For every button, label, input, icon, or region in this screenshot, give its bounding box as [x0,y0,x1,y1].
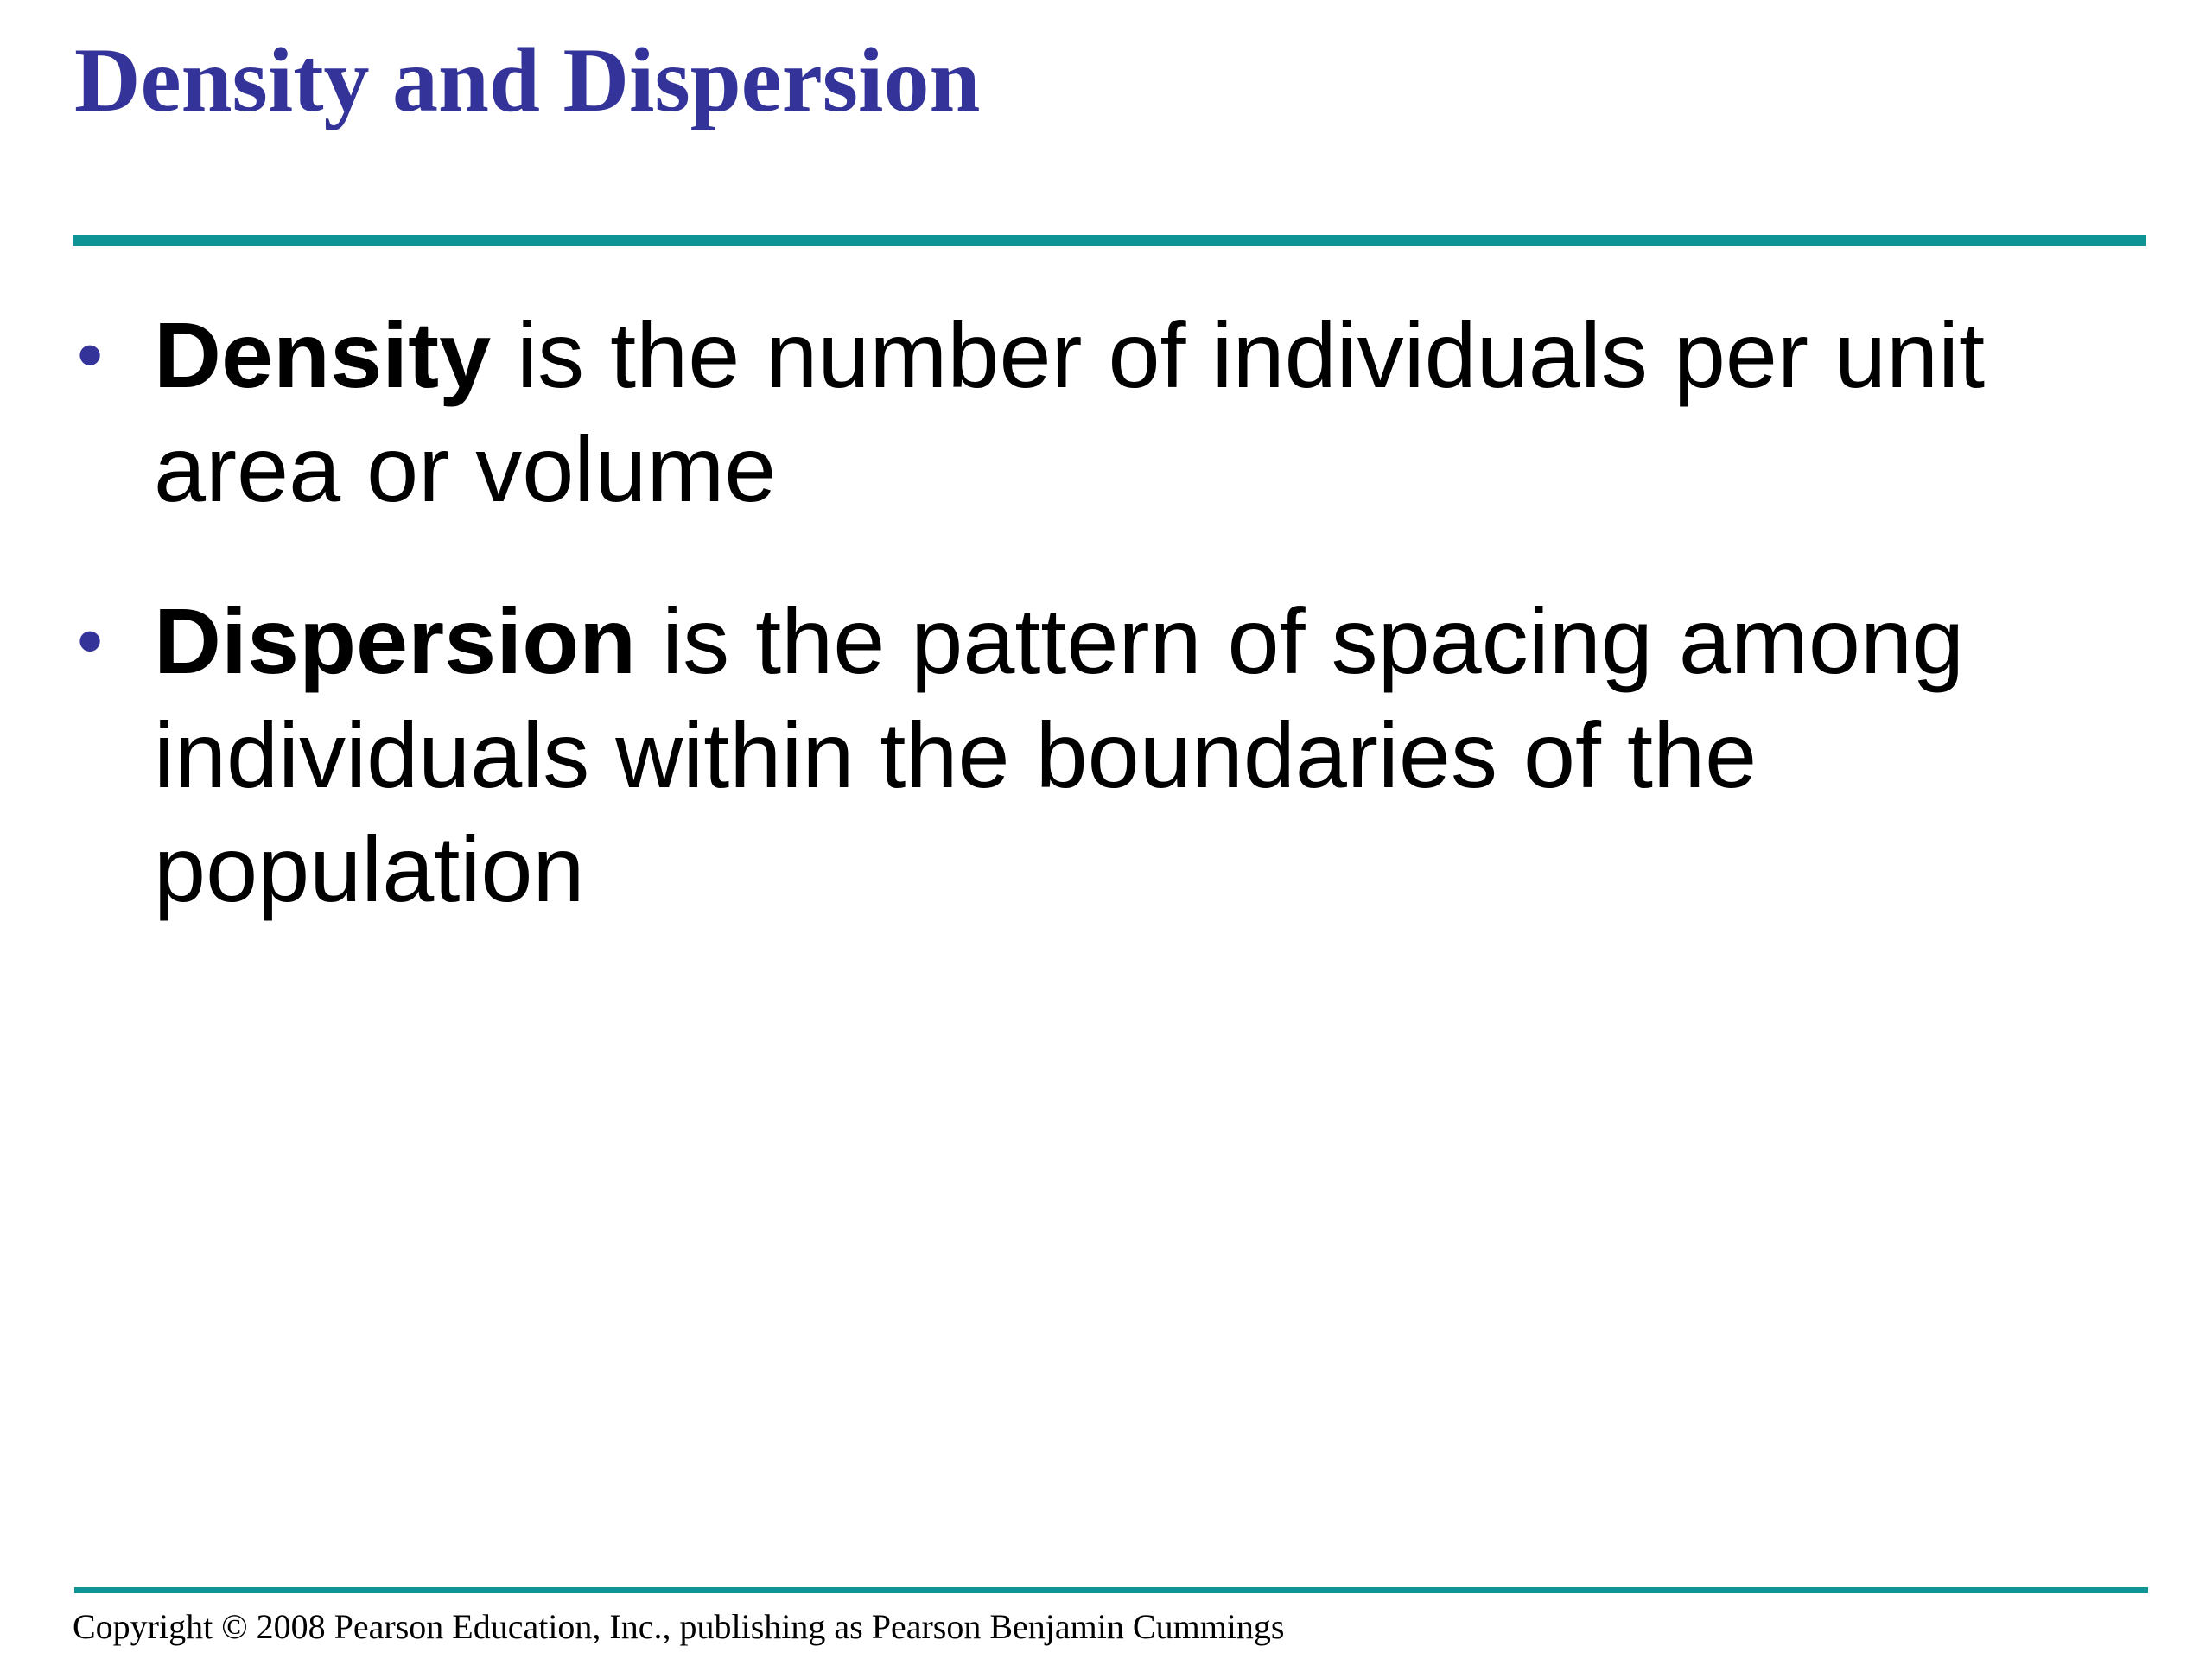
title-divider [73,235,2146,246]
bullet-dot-icon: • [76,600,104,683]
footer-divider [74,1587,2148,1593]
bullet-item-dispersion [0,584,2212,926]
definition-dispersion: is the pattern of spacing among individuals within the boundaries of the population [154,588,1965,921]
term-density: Density [154,302,492,407]
definition-density: is the number of individuals per unit area or volume [154,302,1986,521]
slide-title: Density and Dispersion [74,29,981,130]
bullet-item-density [0,298,2212,526]
term-dispersion: Dispersion [154,588,637,693]
bullet-dot-icon: • [76,314,104,397]
copyright-footer: Copyright © 2008 Pearson Education, Inc., publishing as Pearson Benjamin Cummings [73,1607,1285,1646]
bullet-list [0,298,2212,984]
